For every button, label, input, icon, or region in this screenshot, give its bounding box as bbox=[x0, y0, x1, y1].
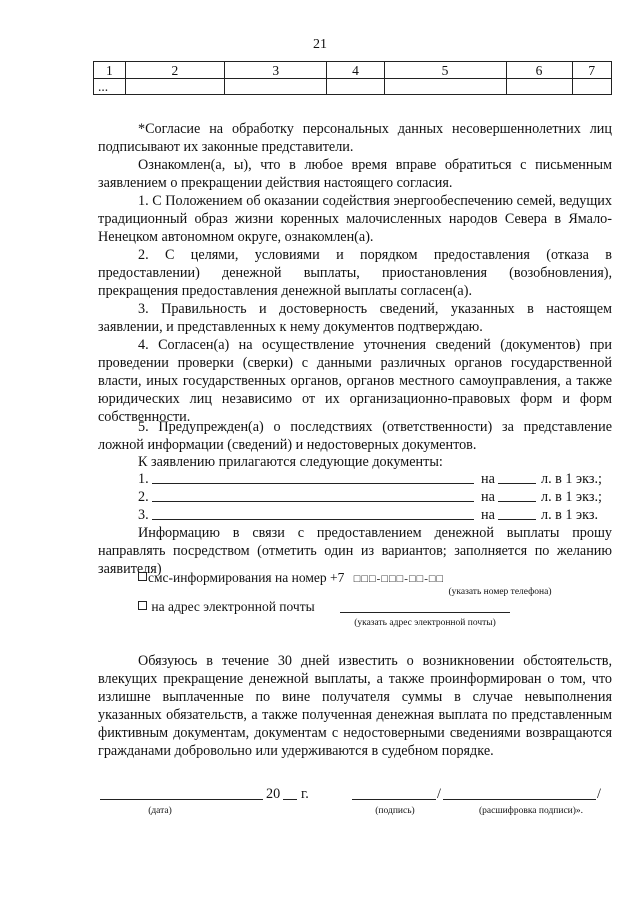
doc-1-na: на bbox=[481, 471, 495, 487]
doc-2-field[interactable] bbox=[152, 501, 474, 502]
item-4: 4. Согласен(а) на осуществление уточнения сведений (документов) при проведении проверки (сверки) с данными различных органов государственной власти, иных государственных органов, органов местного самоуправления, а также юридических лиц независимо от их организационно-правовых форм и форм собственности. bbox=[98, 337, 612, 425]
acquainted-paragraph: Ознакомлен(а, ы), что в любое время вправе обратиться с письменным заявлением о прекращении действия настоящего согласия. bbox=[98, 157, 612, 191]
doc-3-suffix: л. в 1 экз. bbox=[541, 507, 599, 523]
year-prefix: 20 bbox=[266, 786, 281, 802]
form-table bbox=[93, 61, 612, 95]
table-cell[interactable] bbox=[225, 79, 327, 95]
date-field[interactable] bbox=[100, 799, 263, 800]
sms-option[interactable] bbox=[138, 569, 444, 588]
table-header-cell: 1 bbox=[94, 62, 126, 79]
signature-caption: (подпись) bbox=[375, 806, 415, 816]
sms-checkbox[interactable] bbox=[138, 572, 147, 581]
sms-option-label: смс-информирования на номер +7 bbox=[148, 570, 345, 585]
item-1: 1. С Положением об оказании содействия энергообеспечению семей, ведущих традиционный образ жизни коренных малочисленных народов Севера в Ямало-Ненецком автономном округе, ознакомлен(а). bbox=[98, 193, 612, 245]
table-cell[interactable] bbox=[327, 79, 384, 95]
doc-2-na: на bbox=[481, 489, 495, 505]
slash-1: / bbox=[437, 786, 441, 802]
item-5: 5. Предупрежден(а) о последствиях (ответственности) за представление ложной информации (сведений) и недостоверных документов. bbox=[98, 419, 612, 453]
doc-1-pages-field[interactable] bbox=[498, 483, 536, 484]
page-number: 21 bbox=[313, 37, 327, 52]
phone-number-boxes[interactable]: □□□-□□□-□□-□□ bbox=[353, 573, 445, 585]
date-caption: (дата) bbox=[148, 806, 172, 816]
table-cell[interactable] bbox=[506, 79, 572, 95]
attached-docs-heading: К заявлению прилагаются следующие документы: bbox=[138, 454, 443, 470]
doc-3-pages-field[interactable] bbox=[498, 519, 536, 520]
doc-2-number: 2. bbox=[138, 489, 149, 505]
doc-1-field[interactable] bbox=[152, 483, 474, 484]
signature-decoding-field[interactable] bbox=[443, 799, 596, 800]
doc-3-field[interactable] bbox=[152, 519, 474, 520]
doc-3-na: на bbox=[481, 507, 495, 523]
signature-field[interactable] bbox=[352, 799, 436, 800]
table-header-cell: 2 bbox=[125, 62, 224, 79]
doc-3-number: 3. bbox=[138, 507, 149, 523]
email-checkbox[interactable] bbox=[138, 601, 147, 610]
table-cell[interactable] bbox=[384, 79, 506, 95]
slash-2: / bbox=[597, 786, 601, 802]
table-header-cell: 4 bbox=[327, 62, 384, 79]
doc-1-number: 1. bbox=[138, 471, 149, 487]
doc-1-suffix: л. в 1 экз.; bbox=[541, 471, 602, 487]
table-header-cell: 5 bbox=[384, 62, 506, 79]
table-cell[interactable] bbox=[125, 79, 224, 95]
decoding-caption: (расшифровка подписи)». bbox=[478, 806, 584, 816]
table-header-cell: 7 bbox=[572, 62, 612, 79]
table-header-row bbox=[94, 62, 612, 79]
table-cell[interactable] bbox=[572, 79, 612, 95]
table-row bbox=[94, 79, 612, 95]
email-option-label: на адрес электронной почты bbox=[151, 599, 315, 614]
consent-note: *Согласие на обработку персональных данных несовершеннолетних лиц подписывают их законные представители. bbox=[98, 121, 612, 155]
year-suffix: г. bbox=[301, 786, 309, 802]
doc-2-pages-field[interactable] bbox=[498, 501, 536, 502]
item-3: 3. Правильность и достоверность сведений, указанных в настоящем заявлении, и представленных к нему документов подтверждаю. bbox=[98, 301, 612, 335]
year-field[interactable] bbox=[283, 799, 297, 800]
table-cell[interactable]: ... bbox=[94, 79, 126, 95]
email-field[interactable] bbox=[340, 612, 510, 613]
item-2: 2. С целями, условиями и порядком предоставления (отказа в предоставлении) денежной выплаты, приостановления (возобновления), прекращения предоставления денежной выплаты согласен(а). bbox=[98, 247, 612, 299]
phone-caption: (указать номер телефона) bbox=[448, 587, 552, 597]
email-caption: (указать адрес электронной почты) bbox=[354, 618, 496, 628]
doc-2-suffix: л. в 1 экз.; bbox=[541, 489, 602, 505]
obligation-paragraph: Обязуюсь в течение 30 дней известить о возникновении обстоятельств, влекущих прекращение денежной выплаты, а также проинформирован о том, что излишне выплаченные по вине получателя суммы в случае невыполнения указанных обязательств, а также полученная денежная выплата по представленным фиктивным документам, документам с недостоверными сведениями возвращаются гражданами добровольно или удерживаются в судебном порядке. bbox=[98, 653, 612, 759]
table-header-cell: 3 bbox=[225, 62, 327, 79]
email-option[interactable] bbox=[138, 598, 315, 616]
info-request-paragraph: Информацию в связи с предоставлением денежной выплаты прошу направлять посредством (отметить один из вариантов; заполняется по желанию заявителя) bbox=[98, 525, 612, 577]
table-header-cell: 6 bbox=[506, 62, 572, 79]
